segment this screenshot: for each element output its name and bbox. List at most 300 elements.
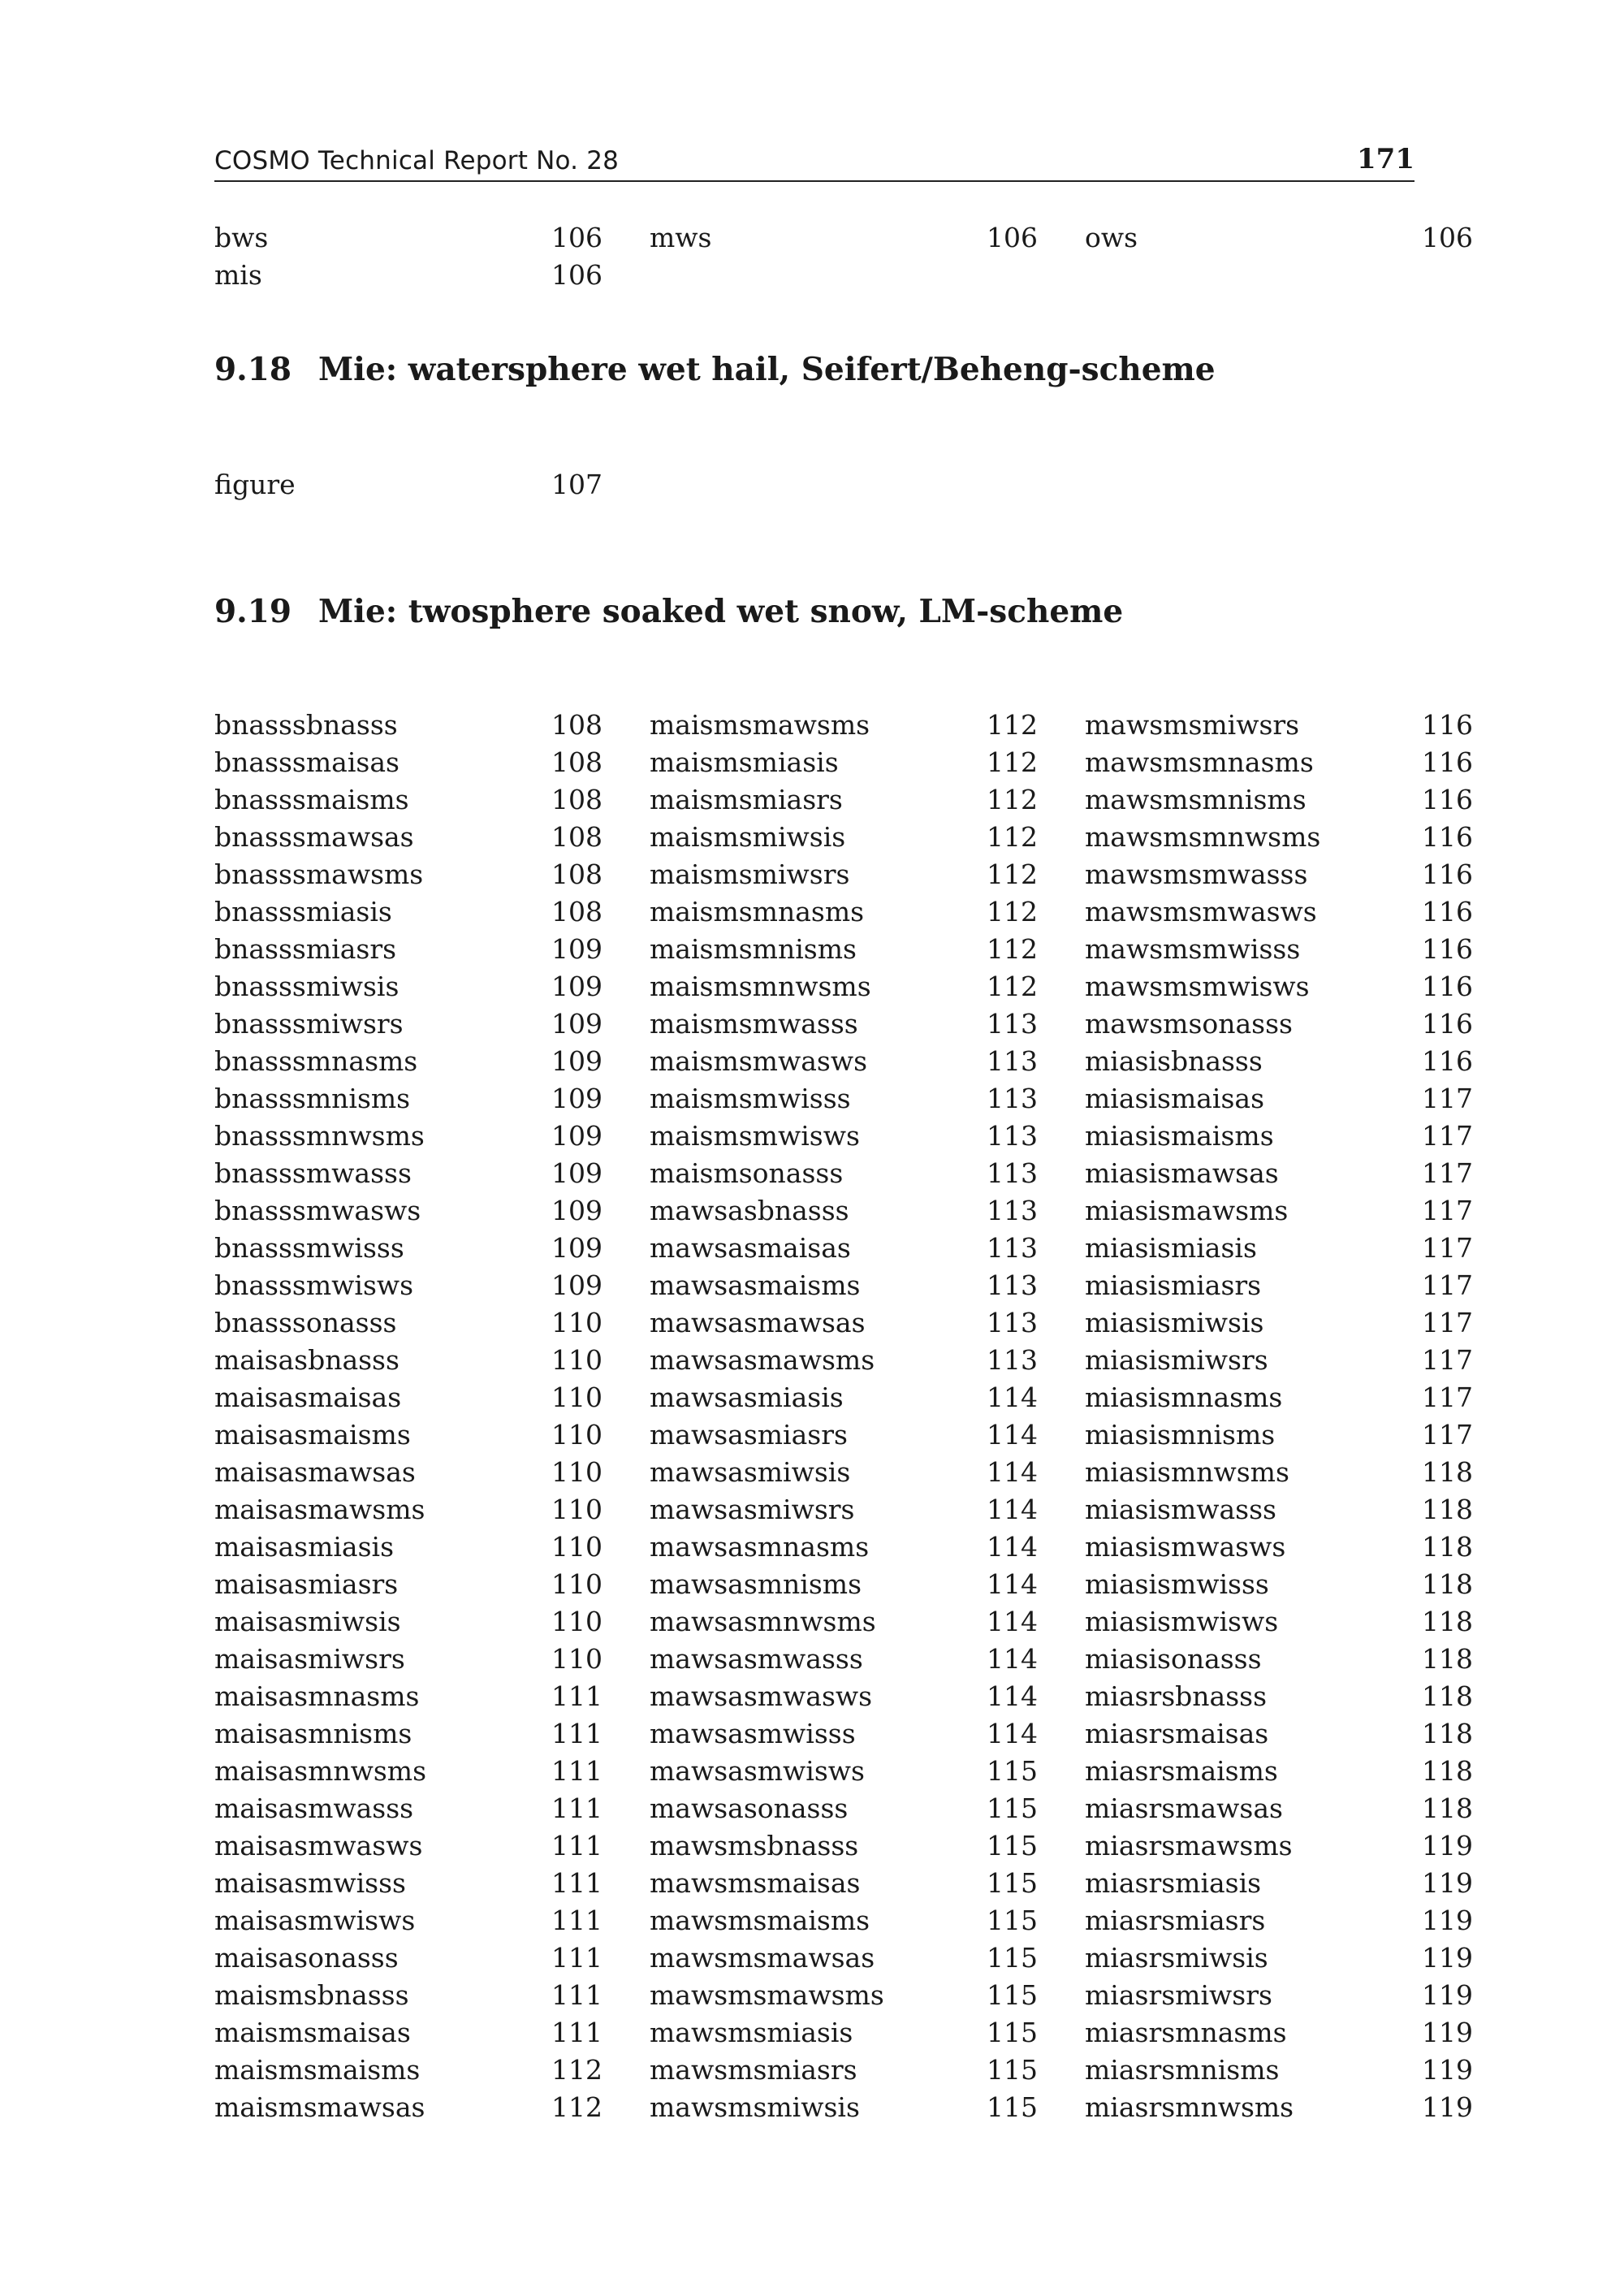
index-entry (214, 819, 603, 856)
index-entry (1085, 1304, 1473, 1342)
index-term: mawsmsmawsas (650, 1942, 875, 1974)
index-entry (214, 1790, 603, 1827)
index-term: bnasssmawsms (214, 858, 424, 890)
index-entry (650, 1304, 1038, 1342)
index-term: maisasmiwsrs (214, 1643, 405, 1675)
index-term: mawsasmaisms (650, 1269, 861, 1301)
index-page: 111 (551, 1792, 603, 1824)
index-page: 114 (987, 1643, 1038, 1675)
index-page: 113 (987, 1269, 1038, 1301)
index-entry (1085, 1790, 1473, 1827)
index-page: 110 (551, 1643, 603, 1675)
index-entry (214, 1566, 603, 1603)
index-term: maisasmnasms (214, 1680, 420, 1712)
index-term: maisasmawsms (214, 1494, 425, 1525)
index-term: miasismiwsrs (1085, 1344, 1268, 1376)
index-term: bnasssmaisas (214, 746, 400, 778)
index-term: mawsmsmwisws (1085, 971, 1310, 1002)
index-entry (214, 856, 603, 893)
index-entry (650, 1715, 1038, 1753)
index-page: 114 (987, 1718, 1038, 1749)
index-term: bnasssmiwsis (214, 971, 400, 1002)
index-entry (214, 1304, 603, 1342)
index-entry (214, 1080, 603, 1118)
index-entry (1085, 931, 1473, 968)
index-term: maismsmnasms (650, 896, 865, 927)
index-entry (1085, 1977, 1473, 2014)
index-entry (650, 1416, 1038, 1454)
index-term: miasismnasms (1085, 1381, 1283, 1413)
index-entry (214, 1603, 603, 1641)
index-term: maismsmawsas (214, 2091, 425, 2123)
index-term: maismsmiwsrs (650, 858, 850, 890)
index-entry (650, 2089, 1038, 2126)
index-entry (214, 1491, 603, 1529)
section-title: Mie: watersphere wet hail, Seifert/Beheng-scheme (318, 351, 1216, 388)
index-term: maisasmiasis (214, 1531, 395, 1563)
index-entry (214, 1902, 603, 1939)
index-entry (214, 1641, 603, 1678)
index-page: 108 (551, 858, 603, 890)
index-page: 115 (987, 1942, 1038, 1974)
index-entry (1085, 1939, 1473, 1977)
index-entry (650, 1939, 1038, 1977)
index-page: 108 (551, 784, 603, 815)
index-term: miasismwasss (1085, 1494, 1276, 1525)
index-page: 115 (987, 2054, 1038, 2086)
index-term: mawsmsmwasws (1085, 896, 1317, 927)
index-term: mawsasmnisms (650, 1568, 862, 1600)
index-entry (650, 856, 1038, 893)
index-page: 119 (1422, 2091, 1473, 2123)
index-entry (1085, 1005, 1473, 1043)
index-page: 110 (551, 1606, 603, 1637)
index-entry (214, 1005, 603, 1043)
index-term: bnasssonasss (214, 1307, 397, 1338)
index-entry (214, 219, 603, 257)
index-entry (214, 1416, 603, 1454)
index-page: 110 (551, 1307, 603, 1338)
index-term: mawsasmiwsis (650, 1456, 851, 1488)
index-term: bnasssmiwsrs (214, 1008, 404, 1040)
index-page: 109 (551, 1120, 603, 1152)
index-column (650, 707, 1085, 2126)
section-title: Mie: twosphere soaked wet snow, LM-scheme (318, 593, 1124, 630)
index-page: 114 (987, 1568, 1038, 1600)
index-page: 118 (1422, 1643, 1473, 1675)
index-entry (650, 1753, 1038, 1790)
index-term: maisasmiwsis (214, 1606, 401, 1637)
index-page: 118 (1422, 1494, 1473, 1525)
index-page: 109 (551, 1157, 603, 1189)
index-entry (650, 1641, 1038, 1678)
index-page: 115 (987, 2091, 1038, 2123)
index-page: 112 (987, 896, 1038, 927)
index-entry (1085, 968, 1473, 1005)
index-term: bnasssmnwsms (214, 1120, 425, 1152)
index-entry (1085, 1454, 1473, 1491)
index-term: bnasssmiasrs (214, 933, 397, 965)
index-entry (214, 1454, 603, 1491)
index-term: mawsmsmaisas (650, 1867, 861, 1899)
index-page: 119 (1422, 1942, 1473, 1974)
index-page: 107 (551, 469, 603, 500)
index-page: 117 (1422, 1269, 1473, 1301)
index-entry (650, 219, 1038, 257)
index-page: 109 (551, 1195, 603, 1226)
index-page: 118 (1422, 1606, 1473, 1637)
index-term: mawsasbnasss (650, 1195, 849, 1226)
index-page: 119 (1422, 1979, 1473, 2011)
section-heading-9-18 (214, 351, 1216, 388)
index-page: 106 (551, 222, 603, 253)
index-term: bnasssmaisms (214, 784, 409, 815)
index-term: miasrsbnasss (1085, 1680, 1268, 1712)
index-page: 115 (987, 2017, 1038, 2048)
index-entry (214, 2089, 603, 2126)
index-page: 106 (551, 259, 603, 291)
index-term: maismsmiasis (650, 746, 839, 778)
index-page: 115 (987, 1867, 1038, 1899)
index-entry (1085, 1118, 1473, 1155)
index-page: 111 (551, 1680, 603, 1712)
index-page: 117 (1422, 1232, 1473, 1264)
index-term: maisasonasss (214, 1942, 399, 1974)
index-entry (1085, 2052, 1473, 2089)
index-term: mws (650, 222, 712, 253)
index-page: 117 (1422, 1344, 1473, 1376)
section-heading-9-19 (214, 593, 1123, 630)
index-term: maismsmiwsis (650, 821, 846, 853)
index-term: bnasssmnasms (214, 1045, 418, 1077)
index-term: mawsasmiasrs (650, 1419, 848, 1451)
index-entry (214, 1939, 603, 1977)
index-entry (214, 1977, 603, 2014)
index-page: 110 (551, 1494, 603, 1525)
index-page: 110 (551, 1531, 603, 1563)
index-page: 109 (551, 1008, 603, 1040)
index-entry (650, 1566, 1038, 1603)
index-term: maismsbnasss (214, 1979, 409, 2011)
index-term: mawsasmwisss (650, 1718, 856, 1749)
index-page: 119 (1422, 1830, 1473, 1861)
index-entry (1085, 2089, 1473, 2126)
index-term: mawsmsmnisms (1085, 784, 1307, 815)
index-entry (1085, 1043, 1473, 1080)
index-term: miasismawsms (1085, 1195, 1289, 1226)
index-entry (650, 1230, 1038, 1267)
index-entry (1085, 1827, 1473, 1865)
index-term: bnasssmwasss (214, 1157, 412, 1189)
index-term: miasismaisms (1085, 1120, 1274, 1152)
index-page: 115 (987, 1755, 1038, 1787)
index-entry (214, 1155, 603, 1192)
index-term: maismsmawsms (650, 709, 870, 741)
index-page: 119 (1422, 2017, 1473, 2048)
index-term: mawsasmiwsrs (650, 1494, 855, 1525)
index-term: miasrsmnwsms (1085, 2091, 1294, 2123)
index-term: mawsmsmiasrs (650, 2054, 857, 2086)
section-number: 9.19 (214, 593, 292, 630)
index-entry (1085, 1753, 1473, 1790)
index-entry (214, 2014, 603, 2052)
index-term: miasrsmiwsis (1085, 1942, 1268, 1974)
index-page: 117 (1422, 1195, 1473, 1226)
index-page: 111 (551, 1867, 603, 1899)
index-entry (214, 1715, 603, 1753)
index-term: miasisbnasss (1085, 1045, 1263, 1077)
index-entry (214, 931, 603, 968)
index-term: bws (214, 222, 269, 253)
index-term: miasrsmawsms (1085, 1830, 1293, 1861)
index-term: miasismnisms (1085, 1419, 1276, 1451)
index-page: 112 (987, 746, 1038, 778)
index-term: mawsasmnasms (650, 1531, 870, 1563)
index-entry (214, 781, 603, 819)
index-entry (650, 1902, 1038, 1939)
index-entry (214, 1529, 603, 1566)
index-page: 116 (1422, 1008, 1473, 1040)
index-term: miasismwisss (1085, 1568, 1269, 1600)
index-page: 119 (1422, 2054, 1473, 2086)
index-term: mawsmsmwasss (1085, 858, 1308, 890)
index-page: 112 (987, 821, 1038, 853)
index-page: 110 (551, 1456, 603, 1488)
index-entry (650, 1342, 1038, 1379)
index-entry (650, 931, 1038, 968)
index-term: maismsmwasss (650, 1008, 858, 1040)
index-entry (1085, 1267, 1473, 1304)
index-term: miasismwasws (1085, 1531, 1286, 1563)
index-page: 113 (987, 1307, 1038, 1338)
index-column (214, 219, 650, 294)
index-term: miasismiasrs (1085, 1269, 1262, 1301)
index-entry (650, 781, 1038, 819)
index-entry (650, 1790, 1038, 1827)
index-entry (1085, 1678, 1473, 1715)
index-term: maismsmnisms (650, 933, 857, 965)
index-page: 116 (1422, 933, 1473, 965)
index-entry (214, 1192, 603, 1230)
index-entry (1085, 1715, 1473, 1753)
index-entry (214, 2052, 603, 2089)
index-page: 116 (1422, 709, 1473, 741)
index-entry (1085, 1603, 1473, 1641)
index-entry (214, 1865, 603, 1902)
index-page: 110 (551, 1419, 603, 1451)
index-term: miasismaisas (1085, 1083, 1265, 1114)
index-page: 111 (551, 1979, 603, 2011)
index-term: maismsmiasrs (650, 784, 843, 815)
index-entry (1085, 744, 1473, 781)
index-term: miasrsmawsas (1085, 1792, 1283, 1824)
index-term: maisasmwasss (214, 1792, 414, 1824)
index-page: 113 (987, 1083, 1038, 1114)
index-entry (650, 707, 1038, 744)
index-term: maismsmaisas (214, 2017, 411, 2048)
index-term: maismsmnwsms (650, 971, 871, 1002)
index-entry (650, 1043, 1038, 1080)
index-entry (650, 1977, 1038, 2014)
index-page: 112 (987, 971, 1038, 1002)
index-page: 116 (1422, 896, 1473, 927)
index-page: 108 (551, 709, 603, 741)
index-entry (650, 1603, 1038, 1641)
index-column (214, 707, 650, 2126)
index-entry (1085, 1342, 1473, 1379)
page-number: 171 (1357, 143, 1415, 175)
index-term: mawsmsmnwsms (1085, 821, 1321, 853)
index-entry (1085, 1865, 1473, 1902)
index-page: 119 (1422, 1905, 1473, 1936)
index-term: maismsmwasws (650, 1045, 868, 1077)
index-entry (1085, 893, 1473, 931)
index-entry (214, 1678, 603, 1715)
index-term: miasismiasis (1085, 1232, 1257, 1264)
index-entry (214, 968, 603, 1005)
index-term: mawsasmiasis (650, 1381, 844, 1413)
index-entry (650, 1080, 1038, 1118)
index-term: maisasmnwsms (214, 1755, 427, 1787)
index-term: miasrsmaisms (1085, 1755, 1278, 1787)
index-entry (1085, 1080, 1473, 1118)
index-term: mis (214, 259, 262, 291)
index-page: 114 (987, 1606, 1038, 1637)
index-page: 117 (1422, 1120, 1473, 1152)
index-term: maismsmwisss (650, 1083, 851, 1114)
index-entry (214, 1267, 603, 1304)
index-entry (214, 1827, 603, 1865)
index-entry (214, 1379, 603, 1416)
index-term: miasrsmiasrs (1085, 1905, 1266, 1936)
index-page: 113 (987, 1195, 1038, 1226)
index-entry (214, 707, 603, 744)
index-page: 111 (551, 1905, 603, 1936)
index-page: 118 (1422, 1568, 1473, 1600)
index-entry (650, 2014, 1038, 2052)
index-page: 110 (551, 1381, 603, 1413)
index-term: bnasssmawsas (214, 821, 414, 853)
index-page: 115 (987, 1979, 1038, 2011)
index-term: mawsasmawsms (650, 1344, 875, 1376)
index-entry (650, 2052, 1038, 2089)
index-page: 113 (987, 1157, 1038, 1189)
index-page: 114 (987, 1456, 1038, 1488)
index-page: 113 (987, 1120, 1038, 1152)
index-page: 117 (1422, 1381, 1473, 1413)
index-page: 112 (987, 858, 1038, 890)
index-page: 115 (987, 1792, 1038, 1824)
index-page: 109 (551, 971, 603, 1002)
index-entry (650, 1192, 1038, 1230)
index-page: 109 (551, 933, 603, 965)
index-term: maisasmaisms (214, 1419, 411, 1451)
index-page: 109 (551, 1045, 603, 1077)
index-page: 115 (987, 1830, 1038, 1861)
index-page: 108 (551, 821, 603, 853)
index-page: 106 (987, 222, 1038, 253)
index-page: 113 (987, 1232, 1038, 1264)
index-page: 112 (551, 2091, 603, 2123)
index-entry (650, 744, 1038, 781)
index-term: mawsasmwisws (650, 1755, 865, 1787)
index-term: maisasmwisss (214, 1867, 406, 1899)
index-term: miasisonasss (1085, 1643, 1262, 1675)
index-term: maismsmaisms (214, 2054, 421, 2086)
index-entry (650, 819, 1038, 856)
index-term: maisasmwisws (214, 1905, 416, 1936)
index-page: 111 (551, 2017, 603, 2048)
index-page: 112 (987, 709, 1038, 741)
index-page: 111 (551, 1942, 603, 1974)
index-entry (1085, 1902, 1473, 1939)
index-page: 118 (1422, 1755, 1473, 1787)
index-page: 111 (551, 1830, 603, 1861)
index-page: 114 (987, 1381, 1038, 1413)
index-page: 114 (987, 1531, 1038, 1563)
index-term: maismsonasss (650, 1157, 844, 1189)
index-term: miasismawsas (1085, 1157, 1279, 1189)
index-term: mawsmsmaisms (650, 1905, 870, 1936)
index-term: figure (214, 469, 296, 500)
index-term: maisasmnisms (214, 1718, 412, 1749)
index-page: 112 (987, 784, 1038, 815)
figure-index-entry (214, 466, 603, 504)
index-entry (214, 257, 603, 294)
index-entry (214, 1342, 603, 1379)
index-page: 117 (1422, 1419, 1473, 1451)
index-page: 108 (551, 896, 603, 927)
index-page: 109 (551, 1083, 603, 1114)
index-page: 111 (551, 1755, 603, 1787)
index-entry (214, 1753, 603, 1790)
section-number: 9.18 (214, 351, 292, 388)
index-term: bnasssmwisss (214, 1232, 404, 1264)
index-term: miasismnwsms (1085, 1456, 1289, 1488)
index-entry (214, 744, 603, 781)
index-page: 118 (1422, 1680, 1473, 1712)
index-entry (1085, 707, 1473, 744)
index-page: 113 (987, 1045, 1038, 1077)
index-column (1085, 707, 1520, 2126)
index-page: 116 (1422, 971, 1473, 1002)
index-page: 116 (1422, 1045, 1473, 1077)
running-header (214, 138, 1415, 182)
index-page: 106 (1422, 222, 1473, 253)
index-term: mawsasmwasss (650, 1643, 863, 1675)
index-column (650, 219, 1085, 294)
index-page: 116 (1422, 858, 1473, 890)
index-term: maisasbnasss (214, 1344, 400, 1376)
index-term: mawsasonasss (650, 1792, 849, 1824)
main-index-columns (214, 707, 1473, 2126)
index-entry (650, 968, 1038, 1005)
index-term: ows (1085, 222, 1138, 253)
index-term: maisasmwasws (214, 1830, 423, 1861)
index-term: mawsmsmnasms (1085, 746, 1314, 778)
index-entry (650, 1678, 1038, 1715)
index-page: 114 (987, 1494, 1038, 1525)
index-entry (650, 1118, 1038, 1155)
index-page: 112 (551, 2054, 603, 2086)
index-term: miasismwisws (1085, 1606, 1279, 1637)
index-entry (1085, 1416, 1473, 1454)
index-term: maisasmiasrs (214, 1568, 399, 1600)
index-entry (650, 1454, 1038, 1491)
index-term: maisasmaisas (214, 1381, 402, 1413)
index-entry (1085, 1230, 1473, 1267)
index-page: 114 (987, 1680, 1038, 1712)
